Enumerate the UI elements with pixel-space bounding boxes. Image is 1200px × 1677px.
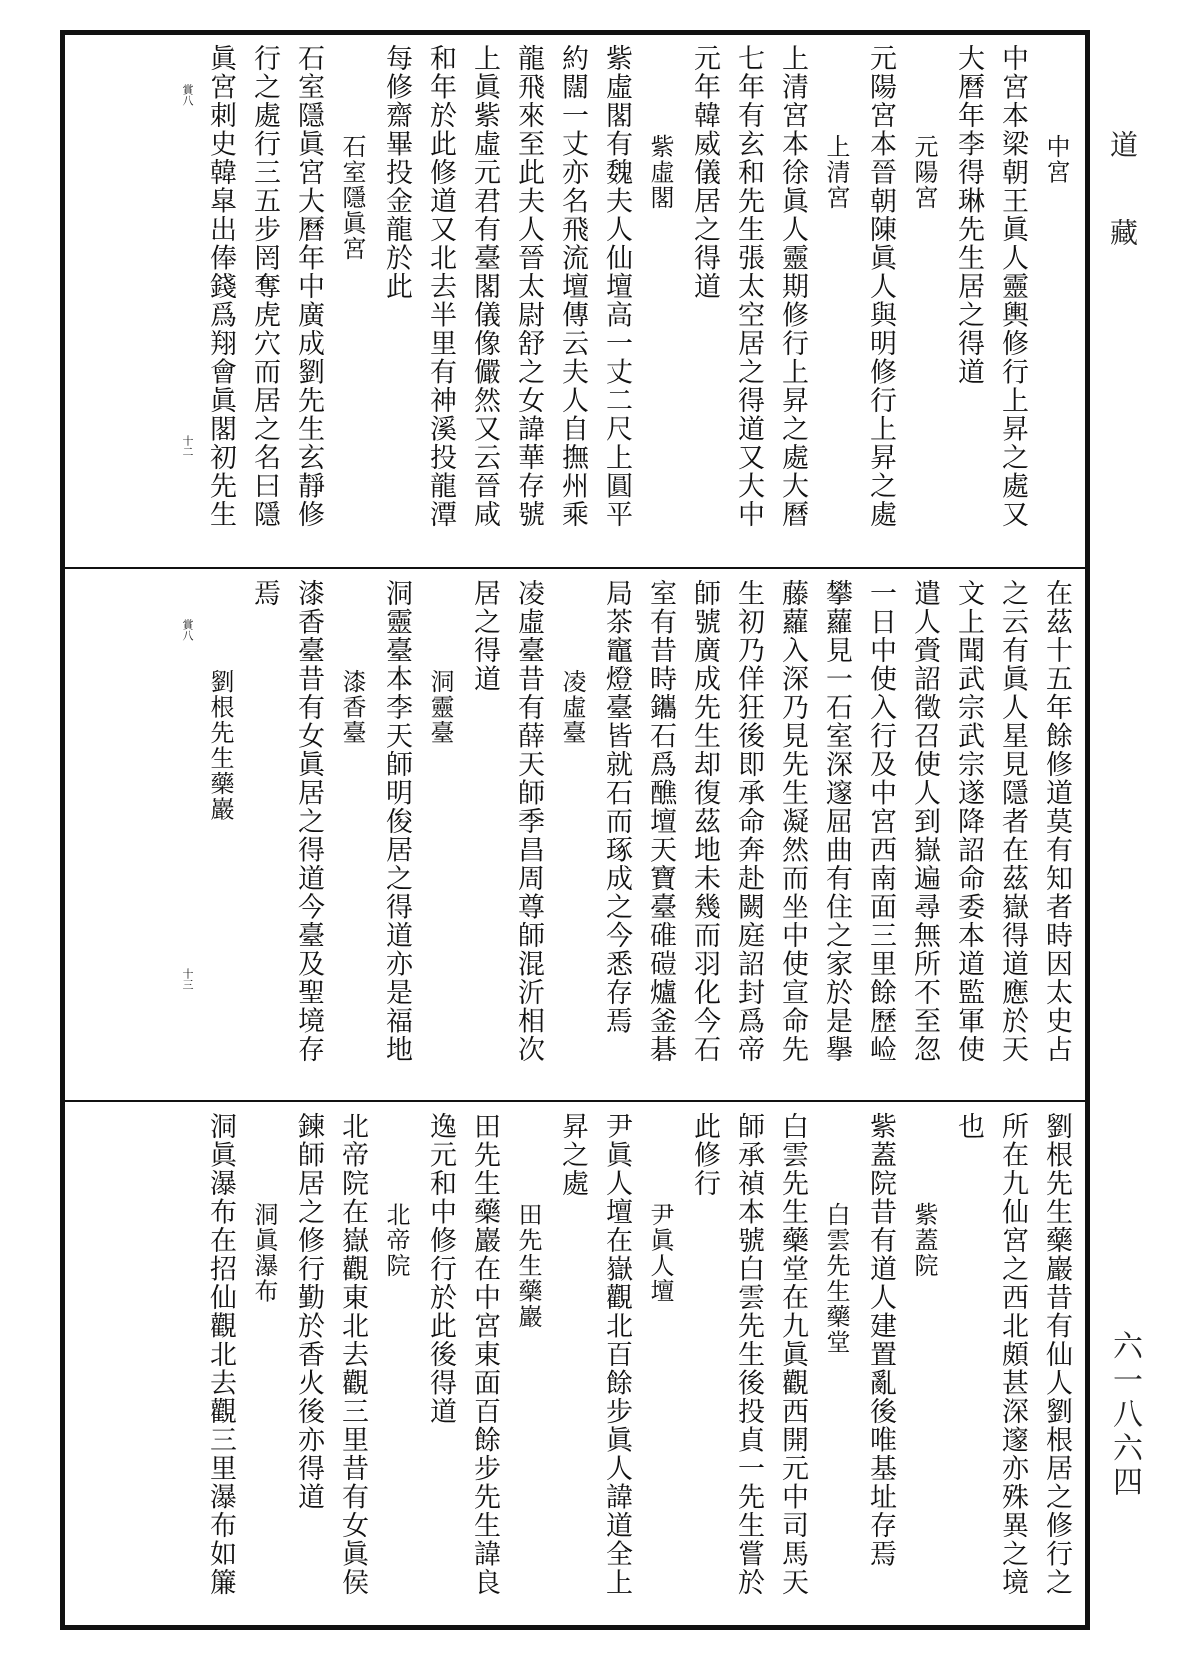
text-column: 攀蘿見一石室深邃屈曲有住之家於是擧 <box>821 579 852 1064</box>
text-column: 上清宮本徐眞人靈期修行上昇之處大曆 <box>777 44 808 529</box>
heading-yuanyanggong: 元陽宮 <box>910 134 938 211</box>
heading-zixuge: 紫虛閣 <box>646 134 674 211</box>
text-column: 白雲先生藥堂在九眞觀西開元中司馬天 <box>777 1112 808 1597</box>
text-column: 焉 <box>249 579 280 608</box>
text-column: 文上聞武宗武宗遂降詔命委本道監軍使 <box>953 579 984 1064</box>
heading-zigaiyuan: 紫蓋院 <box>910 1202 938 1279</box>
text-column: 遣人賫詔徵召使人到嶽遍尋無所不至忽 <box>909 579 940 1064</box>
heading-qixiangtai: 漆香臺 <box>338 669 366 746</box>
text-column: 劉根先生藥巖昔有仙人劉根居之修行之 <box>1041 1112 1072 1597</box>
text-column: 中宮本梁朝王眞人靈輿修行上昇之處又 <box>997 44 1028 529</box>
text-column: 紫虛閣有魏夫人仙壇高一丈二尺上圓平 <box>601 44 632 529</box>
folio-note-bottom: 十二 <box>181 435 194 457</box>
collection-title: 道藏 <box>1106 130 1139 306</box>
text-column: 室有昔時鑴石爲醮壇天寶臺碓磑爐釜碁 <box>645 579 676 1064</box>
text-column: 一日中使入行及中宮西南面三里餘歷崄 <box>865 579 896 1064</box>
heading-liugen-yaoyan: 劉根先生藥巖 <box>206 669 234 822</box>
text-column: 眞宮刺史韓皐出俸錢爲翔會眞閣初先生 <box>205 44 236 529</box>
page-number: 六一八六四 <box>1107 1330 1142 1500</box>
text-column: 昇之處 <box>557 1112 588 1198</box>
text-column: 師號廣成先生却復茲地未幾而羽化今石 <box>689 579 720 1064</box>
folio-note <box>178 579 196 1090</box>
heading-beidiyuan: 北帝院 <box>382 1202 410 1279</box>
text-column: 石室隱眞宮大曆年中廣成劉先生玄靜修 <box>293 44 324 529</box>
text-column: 局茶竈燈臺皆就石而琢成之今悉存焉 <box>601 579 632 1035</box>
folio-note-top: 賞八 <box>181 84 194 106</box>
register-middle <box>64 567 1086 1100</box>
text-column: 每修齋畢投金龍於此 <box>381 44 412 301</box>
text-column: 龍飛來至此夫人晉太尉舒之女諱華存號 <box>513 44 544 529</box>
text-column: 大曆年李得琳先生居之得道 <box>953 44 984 386</box>
heading-donglingtai: 洞靈臺 <box>426 669 454 746</box>
text-column: 在茲十五年餘修道莫有知者時因太史占 <box>1041 579 1072 1064</box>
text-column: 凌虛臺昔有薛天師季昌周尊師混沂相次 <box>513 579 544 1064</box>
text-column: 田先生藥巖在中宮東面百餘步先生諱良 <box>469 1112 500 1597</box>
text-column: 洞靈臺本李天師明俊居之得道亦是福地 <box>381 579 412 1064</box>
text-column: 元年韓威儀居之得道 <box>689 44 720 301</box>
heading-shishiyinzhengong: 石室隱眞宮 <box>338 134 366 262</box>
text-column: 此修行 <box>689 1112 720 1198</box>
text-column: 元陽宮本晉朝陳眞人與明修行上昇之處 <box>865 44 896 529</box>
text-column: 尹眞人壇在嶽觀北百餘步眞人諱道全上 <box>601 1112 632 1597</box>
text-column: 七年有玄和先生張太空居之得道又大中 <box>733 44 764 529</box>
folio-note-bottom: 十三 <box>181 968 194 990</box>
text-column: 洞眞瀑布在招仙觀北去觀三里瀑布如簾 <box>205 1112 236 1597</box>
text-column: 紫蓋院昔有道人建置亂後唯基址存焉 <box>865 1112 896 1568</box>
text-column: 上眞紫虛元君有臺閣儀像儼然又云晉咸 <box>469 44 500 529</box>
heading-tianxiansheng-yaoyan: 田先生藥巖 <box>514 1202 542 1330</box>
register-bottom <box>64 1100 1086 1626</box>
text-column: 生初乃佯狂後即承命奔赴闕庭詔封爲帝 <box>733 579 764 1064</box>
text-column: 鍊師居之修行勤於香火後亦得道 <box>293 1112 324 1511</box>
text-column: 漆香臺昔有女眞居之得道今臺及聖境存 <box>293 579 324 1064</box>
folio-note-top: 賞八 <box>181 619 194 641</box>
text-column: 行之處行三五步罔奪虎穴而居之名曰隱 <box>249 44 280 529</box>
page-frame <box>60 30 1090 1630</box>
heading-baiyun-yaotang: 白雲先生藥堂 <box>822 1202 850 1355</box>
text-column: 和年於此修道又北去半里有神溪投龍潭 <box>425 44 456 529</box>
text-column: 居之得道 <box>469 579 500 693</box>
text-column: 逸元和中修行於此後得道 <box>425 1112 456 1426</box>
text-column: 也 <box>953 1112 984 1141</box>
text-column: 師承禎本號白雲先生後投貞一先生嘗於 <box>733 1112 764 1597</box>
text-column: 北帝院在嶽觀東北去觀三里昔有女眞侯 <box>337 1112 368 1597</box>
text-column: 約闊一丈亦名飛流壇傳云夫人自撫州乘 <box>557 44 588 529</box>
folio-note <box>178 44 196 557</box>
register-top <box>64 34 1086 567</box>
heading-zhonggong: 中宮 <box>1042 134 1070 185</box>
text-column: 藤蘿入深乃見先生凝然而坐中使宣命先 <box>777 579 808 1064</box>
heading-shangqinggong: 上清宮 <box>822 134 850 211</box>
heading-lingxutai: 凌虛臺 <box>558 669 586 746</box>
heading-dongzhen-pubu: 洞眞瀑布 <box>250 1202 278 1304</box>
text-column: 所在九仙宮之西北頗甚深邃亦殊異之境 <box>997 1112 1028 1597</box>
heading-yinzhenrentan: 尹眞人壇 <box>646 1202 674 1304</box>
text-column: 之云有眞人星見隱者在茲嶽得道應於天 <box>997 579 1028 1064</box>
